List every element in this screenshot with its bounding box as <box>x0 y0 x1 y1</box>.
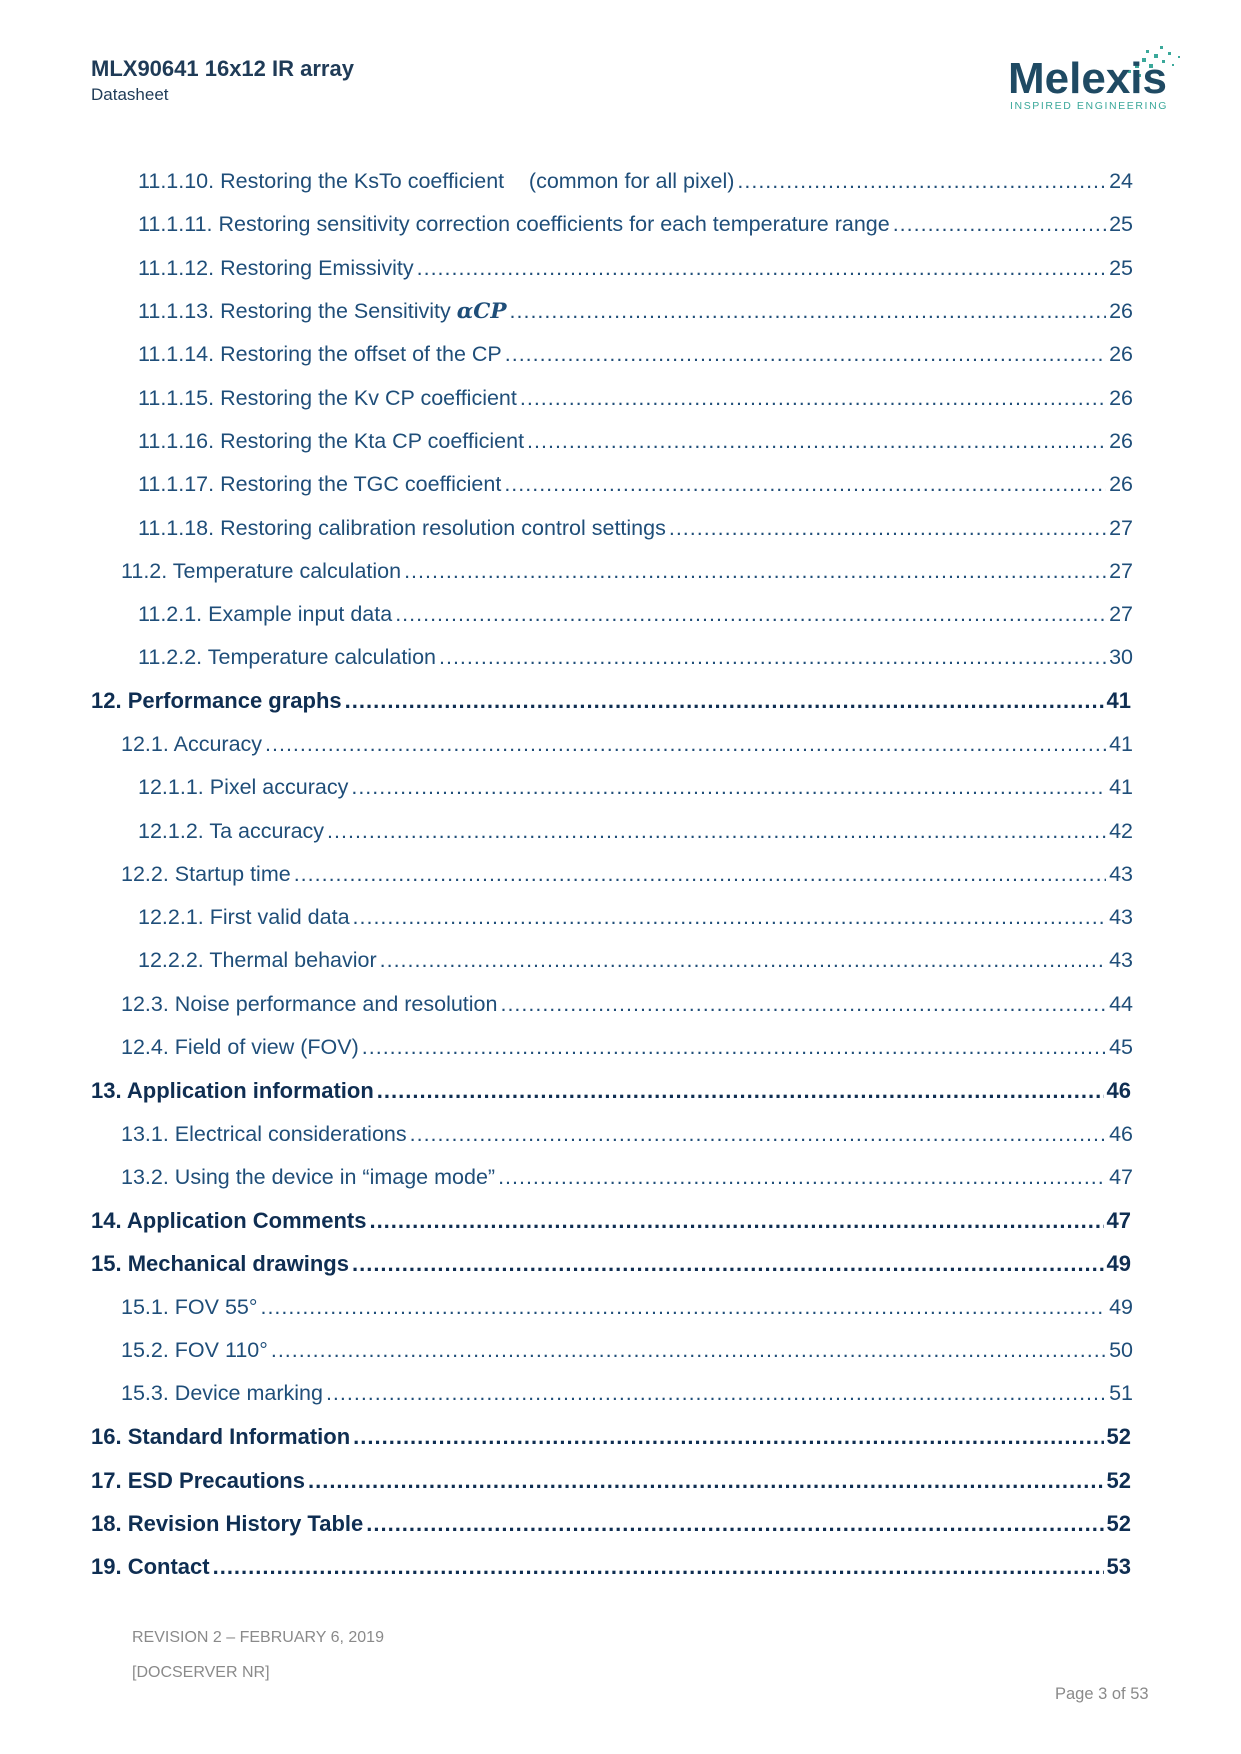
toc-entry[interactable] <box>0 593 1241 636</box>
toc-leader-dots <box>737 169 1106 194</box>
toc-entry[interactable] <box>0 1286 1241 1329</box>
toc-leader-dots <box>353 905 1107 930</box>
toc-entry-page: 47 <box>1106 1207 1131 1233</box>
toc-entry-page: 27 <box>1109 558 1133 583</box>
toc-entry[interactable] <box>0 290 1241 333</box>
toc-entry-title: 12.3. Noise performance and resolution <box>121 991 498 1016</box>
toc-entry-page: 42 <box>1109 818 1133 843</box>
toc-leader-dots <box>404 559 1106 584</box>
toc-leader-dots <box>308 1468 1104 1494</box>
toc-entry[interactable] <box>0 1416 1241 1459</box>
toc-entry[interactable] <box>0 1026 1241 1069</box>
toc-entry-page: 46 <box>1109 1121 1133 1146</box>
toc-entry-title: 12.1. Accuracy <box>121 732 263 756</box>
toc-entry[interactable] <box>0 1113 1241 1156</box>
toc-entry-page: 50 <box>1109 1338 1133 1363</box>
toc-entry[interactable] <box>0 1329 1241 1372</box>
toc-entry-title: 11.1.17. Restoring the TGC coefficient <box>138 472 502 497</box>
toc-entry-page: 26 <box>1109 342 1133 367</box>
toc-entry-note: (common for all pixel) <box>528 169 735 194</box>
toc-entry-title: 11.1.10. Restoring the KsTo coefficient <box>138 169 505 194</box>
toc-entry-title: 12.1.2. Ta accuracy <box>138 818 325 843</box>
toc-entry[interactable] <box>0 939 1241 982</box>
toc-entry-title: 11.1.15. Restoring the Kv CP coefficient <box>138 385 517 410</box>
toc-entry-page: 27 <box>1109 515 1133 540</box>
toc-entry-page: 47 <box>1109 1164 1133 1189</box>
toc-entry-title: 12. Performance graphs <box>91 688 342 714</box>
revision-label: REVISION 2 – FEBRUARY 6, 2019 <box>132 1629 384 1646</box>
toc-entry-title: 18. Revision History Table <box>91 1510 364 1536</box>
toc-entry-title: 15. Mechanical drawings <box>91 1251 349 1277</box>
toc-leader-dots <box>505 342 1106 367</box>
toc-leader-dots <box>377 1078 1104 1104</box>
toc-entry-page: 46 <box>1106 1077 1131 1103</box>
toc-entry[interactable] <box>0 376 1241 419</box>
toc-entry[interactable] <box>0 766 1241 809</box>
toc-leader-dots <box>410 1122 1106 1147</box>
toc-leader-dots <box>669 516 1106 541</box>
toc-leader-dots <box>294 862 1106 887</box>
toc-entry[interactable] <box>0 1199 1241 1242</box>
toc-entry-title: 11.1.12. Restoring Emissivity <box>138 255 414 280</box>
toc-entry-page: 51 <box>1109 1381 1133 1406</box>
toc-leader-dots <box>893 212 1106 237</box>
logo-tagline: INSPIRED ENGINEERING <box>1010 100 1169 112</box>
toc-entry-page: 26 <box>1109 472 1133 497</box>
toc-entry-title: 12.2.2. Thermal behavior <box>138 948 377 973</box>
toc-entry-title: 15.2. FOV 110° <box>121 1338 268 1363</box>
toc-entry[interactable] <box>0 160 1241 203</box>
toc-entry-page: 52 <box>1106 1467 1131 1493</box>
toc-entry-page: 25 <box>1109 212 1133 237</box>
toc-entry-title: 13.1. Electrical considerations <box>121 1121 407 1146</box>
toc-entry[interactable] <box>0 203 1241 246</box>
toc-leader-dots <box>345 688 1104 714</box>
toc-entry[interactable] <box>0 636 1241 679</box>
toc-leader-dots <box>265 732 1106 757</box>
toc-entry[interactable] <box>0 1156 1241 1199</box>
toc-entry-title: 11.2. Temperature calculation <box>121 558 402 583</box>
toc-entry-title: 11.2.1. Example input data <box>138 602 393 627</box>
toc-leader-dots <box>353 1424 1103 1450</box>
toc-entry-title: 11.1.14. Restoring the offset of the CP <box>138 342 502 367</box>
toc-entry-page: 41 <box>1109 775 1133 800</box>
toc-entry[interactable] <box>0 1372 1241 1415</box>
toc-entry-page: 43 <box>1109 905 1133 930</box>
toc-entry-page: 53 <box>1106 1554 1131 1580</box>
toc-entry-page: 26 <box>1109 385 1133 410</box>
document-subtitle: Datasheet <box>91 85 169 104</box>
toc-leader-dots <box>260 1295 1106 1320</box>
toc-leader-dots <box>352 1251 1104 1277</box>
toc-entry-page: 52 <box>1106 1510 1131 1536</box>
toc-entry-page: 43 <box>1109 948 1133 973</box>
page-number: Page 3 of 53 <box>1055 1685 1149 1703</box>
page-footer <box>132 1620 384 1690</box>
toc-entry-page: 25 <box>1109 255 1133 280</box>
toc-entry-title: 13. Application information <box>91 1077 374 1103</box>
toc-entry[interactable] <box>0 1546 1241 1589</box>
toc-entry[interactable] <box>0 723 1241 766</box>
toc-entry-page: 41 <box>1109 732 1133 756</box>
toc-leader-dots <box>439 645 1106 670</box>
toc-leader-dots <box>520 386 1106 411</box>
toc-leader-dots <box>213 1554 1104 1580</box>
toc-leader-dots <box>417 256 1106 281</box>
toc-entry-title: 15.3. Device marking <box>121 1381 323 1406</box>
toc-entry-page: 26 <box>1109 428 1133 453</box>
toc-entry-page: 30 <box>1109 645 1133 670</box>
toc-leader-dots <box>351 775 1106 800</box>
toc-entry-page: 49 <box>1109 1294 1133 1319</box>
toc-entry-title: 11.2.2. Temperature calculation <box>138 645 436 670</box>
toc-leader-dots <box>369 1208 1103 1234</box>
toc-leader-dots <box>327 819 1106 844</box>
toc-entry[interactable] <box>0 983 1241 1026</box>
toc-entry-page: 27 <box>1109 602 1133 627</box>
toc-entry-math: αCP <box>456 299 507 325</box>
toc-entry[interactable] <box>0 1242 1241 1285</box>
document-header <box>91 55 354 107</box>
toc-leader-dots <box>362 1035 1106 1060</box>
toc-entry-title: 12.2.1. First valid data <box>138 905 350 930</box>
toc-entry-page: 41 <box>1106 688 1131 714</box>
toc-entry[interactable] <box>0 680 1241 723</box>
toc-leader-dots <box>504 472 1106 497</box>
toc-entry-page: 26 <box>1109 299 1133 324</box>
toc-leader-dots <box>380 948 1106 973</box>
document-title: MLX90641 16x12 IR array <box>91 56 354 81</box>
toc-entry-page: 43 <box>1109 861 1133 886</box>
toc-entry[interactable] <box>0 1502 1241 1545</box>
toc-entry-title: 12.1.1. Pixel accuracy <box>138 775 349 800</box>
toc-entry-title: 11.1.13. Restoring the Sensitivity <box>138 299 451 324</box>
toc-entry-title: 11.1.16. Restoring the Kta CP coefficient <box>138 428 525 453</box>
toc-entry[interactable] <box>0 1459 1241 1502</box>
toc-entry-title: 16. Standard Information <box>91 1424 351 1450</box>
logo-wordmark: Melexis <box>1008 54 1167 103</box>
toc-entry-title: 17. ESD Precautions <box>91 1467 305 1493</box>
toc-entry-title: 14. Application Comments <box>91 1207 367 1233</box>
toc-leader-dots <box>326 1381 1106 1406</box>
toc-entry-title: 19. Contact <box>91 1554 210 1580</box>
toc-entry-page: 49 <box>1106 1251 1131 1277</box>
toc-entry-title: 12.2. Startup time <box>121 861 291 886</box>
toc-entry-title: 11.1.11. Restoring sensitivity correction coefficients for each temperature range <box>138 212 890 237</box>
toc-entry-page: 44 <box>1109 991 1133 1016</box>
toc-entry[interactable] <box>0 550 1241 593</box>
toc-entry[interactable] <box>0 247 1241 290</box>
docserver-label: [DOCSERVER NR] <box>132 1664 270 1681</box>
toc-entry[interactable] <box>0 1069 1241 1112</box>
toc-entry-title: 13.2. Using the device in “image mode” <box>121 1164 496 1189</box>
toc-entry-page: 24 <box>1109 169 1133 194</box>
toc-entry[interactable] <box>0 333 1241 376</box>
table-of-contents <box>0 160 1241 1589</box>
toc-entry-title: 12.4. Field of view (FOV) <box>121 1035 359 1060</box>
toc-leader-dots <box>510 299 1107 324</box>
toc-entry[interactable] <box>0 896 1241 939</box>
toc-entry[interactable] <box>0 506 1241 549</box>
toc-leader-dots <box>395 602 1106 627</box>
toc-leader-dots <box>527 429 1106 454</box>
melexis-logo <box>1008 40 1208 120</box>
toc-entry[interactable] <box>0 809 1241 852</box>
toc-entry-page: 45 <box>1109 1035 1133 1060</box>
toc-leader-dots <box>366 1511 1103 1537</box>
toc-entry-title: 11.1.18. Restoring calibration resolution control settings <box>138 515 666 540</box>
toc-entry-page: 52 <box>1106 1424 1131 1450</box>
toc-leader-dots <box>498 1165 1106 1190</box>
toc-leader-dots <box>500 992 1106 1017</box>
toc-entry-title: 15.1. FOV 55° <box>121 1294 258 1319</box>
toc-entry[interactable] <box>0 463 1241 506</box>
toc-leader-dots <box>271 1338 1106 1363</box>
toc-entry[interactable] <box>0 420 1241 463</box>
toc-entry[interactable] <box>0 853 1241 896</box>
